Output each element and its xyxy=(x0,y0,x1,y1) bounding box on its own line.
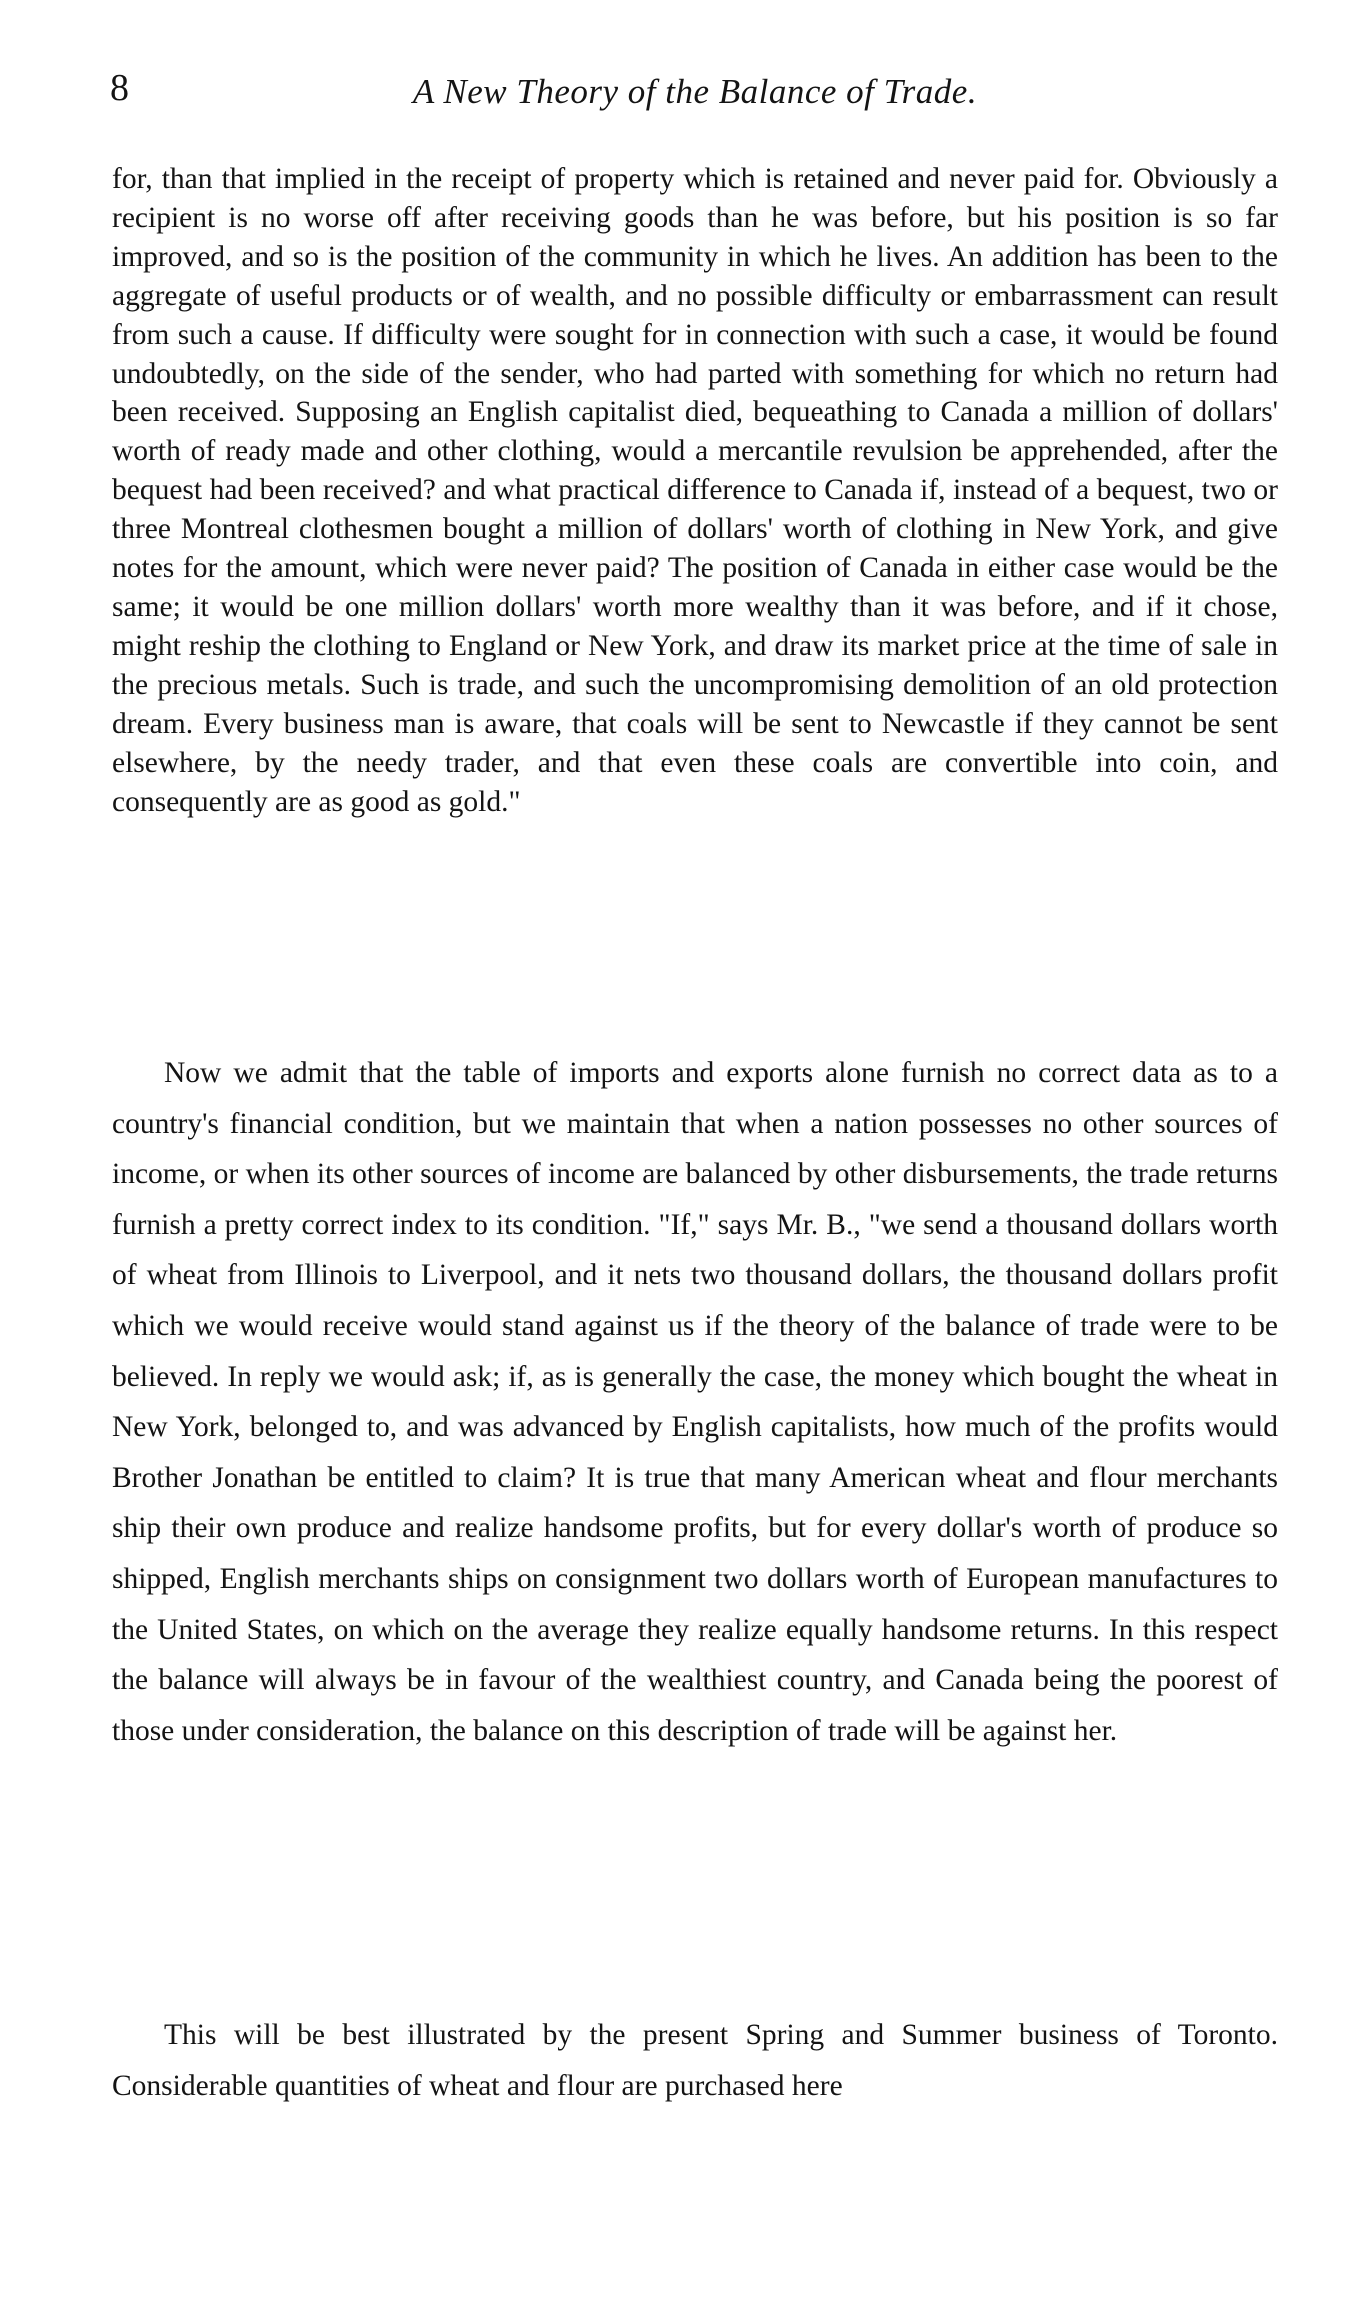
page-header xyxy=(110,68,1280,128)
body-paragraph: Now we admit that the table of imports and exports alone furnish no correct data as to a country's financial condition, but we maintain that when a nation possesses no other sources of income, or when its other sources of income are balanced by other disbursements, the trade returns furnish a pretty correct index to its condition. "If," says Mr. B., "we send a thousand dollars worth of wheat from Illinois to Liverpool, and it nets two thousand dollars, the thousand dollars profit which we would receive would stand against us if the theory of the balance of trade were to be believed. In reply we would ask; if, as is generally the case, the money which bought the wheat in New York, belonged to, and was advanced by English capitalists, how much of the profits would Brother Jonathan be entitled to claim? It is true that many American wheat and flour merchants ship their own produce and realize handsome profits, but for every dollar's worth of produce so shipped, English merchants ships on consignment two dollars worth of European manufactures to the United States, on which on the average they realize equally handsome returns. In this respect the balance will always be in favour of the wealthiest country, and Canada being the poorest of those under consideration, the balance on this description of trade will be against her. xyxy=(112,1057,1278,1747)
page-number: 8 xyxy=(110,67,129,109)
quoted-passage: for, than that implied in the receipt of property which is retained and never paid for. Obviously a recipient is no worse off after receiving goods than he was before, but his position is so far improved, and so is the position of the community in which he lives. An addition has been to the aggregate of useful products or of wealth, and no possible difficulty or embarrassment can result from such a cause. If difficulty were sought for in connection with such a case, it would be found undoubtedly, on the side of the sender, who had parted with something for which no return had been received. Supposing an English capitalist died, bequeathing to Canada a million of dollars' worth of ready made and other clothing, would a mercantile revulsion be apprehended, after the bequest had been received? and what practical difference to Canada if, instead of a bequest, two or three Montreal clothesmen bought a million of dollars' worth of clothing in New York, and give notes for the amount, which were never paid? The position of Canada in either case would be the same; it would be one million dollars' worth more wealthy than it was before, and if it chose, might reship the clothing to England or New York, and draw its market price at the time of sale in the precious metals. Such is trade, and such the uncompromising demolition of an old protection dream. Every business man is aware, that coals will be sent to Newcastle if they cannot be sent elsewhere, by the needy trader, and that even these coals are convertible into coin, and consequently are as good as gold." xyxy=(112,163,1278,818)
running-title: A New Theory of the Balance of Trade. xyxy=(412,72,978,111)
body-paragraph: This will be best illustrated by the present Spring and Summer business of Toronto. Considerable quantities of wheat and flour are purchased here xyxy=(112,2019,1278,2102)
